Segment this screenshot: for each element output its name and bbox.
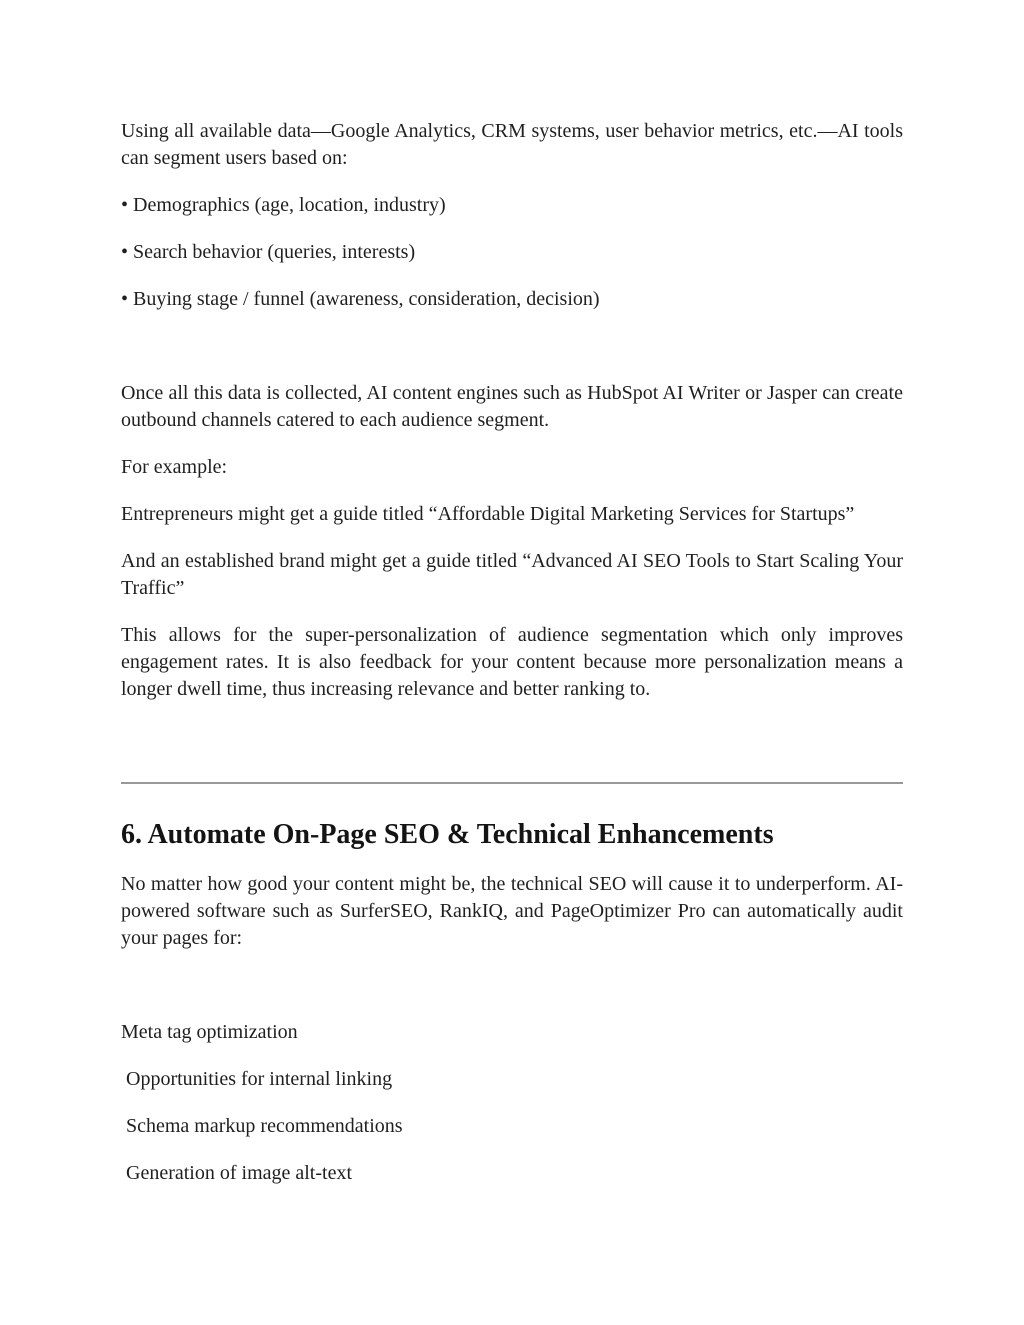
paragraph-for-example: For example: bbox=[121, 456, 228, 478]
section-heading: 6. Automate On-Page SEO & Technical Enhancements bbox=[121, 819, 774, 850]
horizontal-rule-line bbox=[121, 782, 903, 784]
list-item-image-alt-text: Generation of image alt-text bbox=[121, 1162, 353, 1184]
paragraph-no-matter: No matter how good your content might be, the technical SEO will cause it to underperform. AI-powered software such as SurferSEO, RankIQ, and PageOptimizer Pro can automatically audit your pages for: bbox=[121, 873, 908, 949]
empty-paragraph bbox=[121, 972, 903, 999]
empty-paragraph bbox=[121, 333, 903, 360]
bullet-buying-stage: • Buying stage / funnel (awareness, consideration, decision) bbox=[121, 288, 600, 310]
horizontal-rule bbox=[121, 770, 903, 797]
list-item-meta-tag: Meta tag optimization bbox=[121, 1021, 298, 1043]
paragraph-entrepreneurs: Entrepreneurs might get a guide titled “Affordable Digital Marketing Services for Startups” bbox=[121, 503, 855, 525]
bullet-demographics: • Demographics (age, location, industry) bbox=[121, 194, 446, 216]
empty-paragraph bbox=[121, 723, 903, 750]
paragraph-data-collected: Once all this data is collected, AI content engines such as HubSpot AI Writer or Jasper can create outbound channels catered to each audience segment. bbox=[121, 382, 908, 431]
bullet-search-behavior: • Search behavior (queries, interests) bbox=[121, 241, 416, 263]
paragraph-established-brand: And an established brand might get a guide titled “Advanced AI SEO Tools to Start Scaling Your Traffic” bbox=[121, 550, 908, 599]
list-item-internal-linking: Opportunities for internal linking bbox=[121, 1068, 393, 1090]
list-item-schema-markup: Schema markup recommendations bbox=[121, 1115, 403, 1137]
paragraph-intro: Using all available data—Google Analytics, CRM systems, user behavior metrics, etc.—AI tools can segment users based on: bbox=[121, 120, 908, 169]
paragraph-personalization: This allows for the super-personalization of audience segmentation which only improves engagement rates. It is also feedback for your content because more personalization means a longer dwell time, thus increasing relevance and better ranking to. bbox=[121, 624, 908, 700]
